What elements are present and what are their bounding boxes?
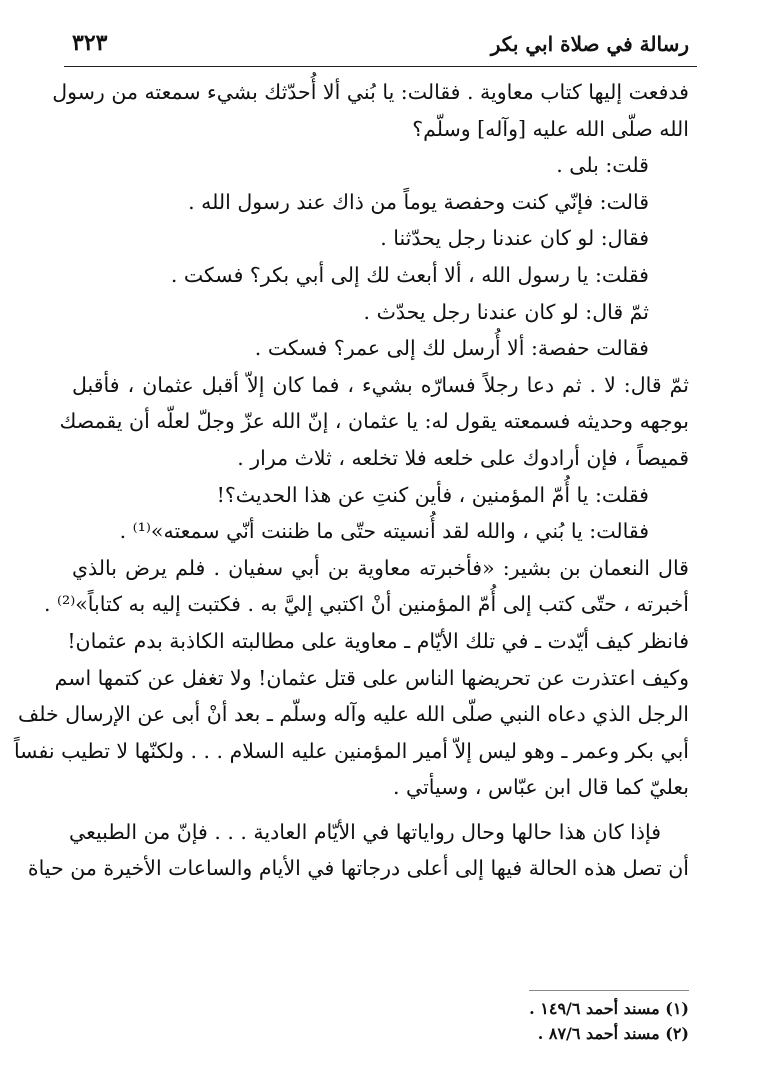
text-line: فقالت حفصة: ألا أُرسل لك إلى عمر؟ فسكت . bbox=[254, 336, 649, 361]
text-line: ثمّ قال: لو كان عندنا رجل يحدّث . bbox=[363, 299, 649, 324]
text-line: قميصاً ، فإن أرادوك على خلعه فلا تخلعه ، ثلاث مرار . bbox=[237, 445, 689, 470]
text-line: أخبرته ، حتّى كتب إلى أُمّ المؤمنين أنْ اكتبي إليَّ به . فكتبت إليه به كتاباً»⁽²⁾ . bbox=[43, 592, 689, 617]
running-title: رسالة في صلاة ابي بكر bbox=[490, 32, 689, 56]
text-line: فدفعت إليها كتاب معاوية . فقالت: يا بُني ألا أُحدّثك بشيء سمعته من رسول bbox=[52, 80, 689, 104]
text-line: فقال: لو كان عندنا رجل يحدّثنا . bbox=[380, 226, 649, 251]
text-line: فانظر كيف أيّدت ـ في تلك الأيّام ـ معاوية على مطالبته الكاذبة بدم عثمان! bbox=[67, 628, 689, 653]
main-text bbox=[13, 74, 689, 887]
text-line: الله صلّى الله عليه [وآله] وسلّم؟ bbox=[412, 116, 689, 141]
text-line: بعليّ كما قال ابن عبّاس ، وسيأتي . bbox=[392, 775, 689, 800]
footnote-item: (١) مسند أحمد ١٤٩/٦ . bbox=[529, 999, 689, 1018]
text-line: وكيف اعتذرت عن تحريضها الناس على قتل عثمان! ولا تغفل عن كتمها اسم bbox=[54, 665, 689, 690]
footnote-divider bbox=[529, 990, 689, 991]
footnote-item: (٢) مسند أحمد ٨٧/٦ . bbox=[537, 1024, 689, 1043]
text-line: قالت: فإنّي كنت وحفصة يوماً من ذاك عند رسول الله . bbox=[188, 189, 649, 214]
text-line: أن تصل هذه الحالة فيها إلى أعلى درجاتها في الأيام والساعات الأخيرة من حياة bbox=[27, 856, 689, 881]
text-line: الرجل الذي دعاه النبي صلّى الله عليه وآله وسلّم ـ بعد أنْ أبى عن الإرسال خلف bbox=[18, 702, 689, 727]
text-line: فقلت: يا رسول الله ، ألا أبعث لك إلى أبي بكر؟ فسكت . bbox=[170, 262, 649, 287]
header-divider bbox=[64, 66, 697, 67]
text-line: فإذا كان هذا حالها وحال رواياتها في الأيّام العادية . . . فإنّ من الطبيعي bbox=[68, 819, 661, 844]
text-line: بوجهه وحديثه فسمعته يقول له: يا عثمان ، إنّ الله عزّ وجلّ لعلّه أن يقمصك bbox=[59, 409, 689, 434]
footnotes bbox=[529, 996, 689, 1046]
page-header bbox=[64, 26, 697, 66]
text-line: قلت: بلى . bbox=[556, 153, 649, 178]
text-line: فقلت: يا أُمّ المؤمنين ، فأين كنتِ عن هذا الحديث؟! bbox=[216, 482, 649, 507]
text-line: ثمّ قال: لا . ثم دعا رجلاً فسارّه بشيء ، فما كان إلاّ أقبل عثمان ، فأقبل bbox=[72, 372, 689, 397]
text-line: قال النعمان بن بشير: «فأخبرته معاوية بن أبي سفيان . فلم يرض بالذي bbox=[72, 555, 689, 580]
page-number: ٣٢٣ bbox=[72, 30, 108, 56]
text-line: فقالت: يا بُني ، والله لقد أُنسيته حتّى ما ظننت أنّي سمعته»⁽¹⁾ . bbox=[119, 519, 649, 544]
text-line: أبي بكر وعمر ـ وهو ليس إلاّ أمير المؤمنين عليه السلام . . . ولكنّها لا تطيب نفساً bbox=[13, 738, 689, 763]
